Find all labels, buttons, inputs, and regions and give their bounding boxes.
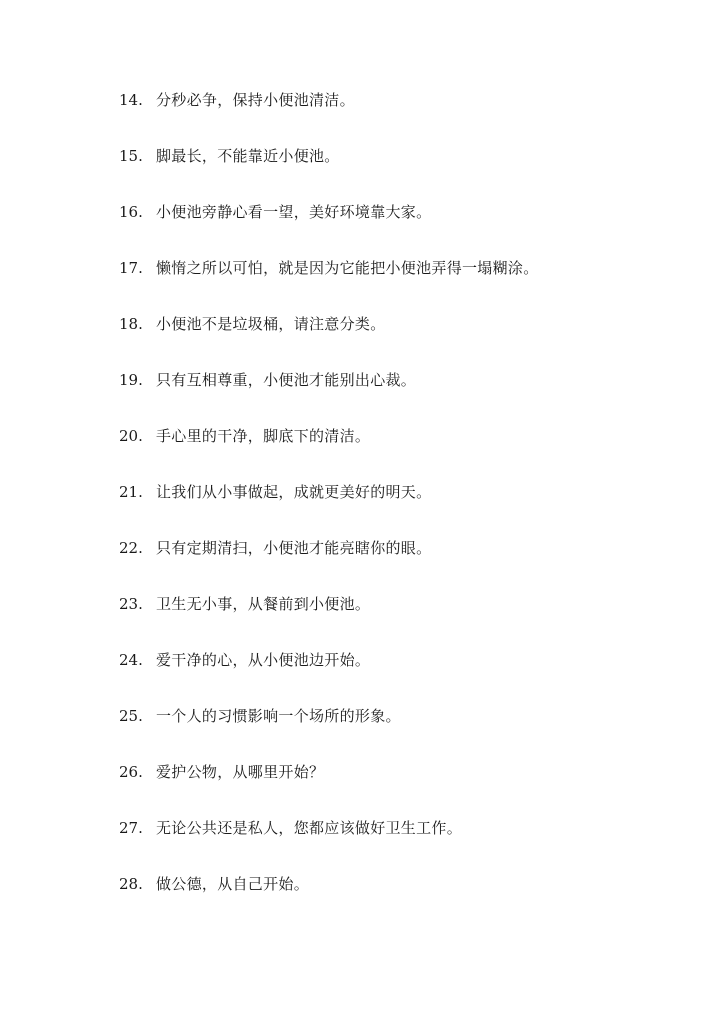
item-number: 16.	[119, 203, 143, 221]
item-text: 卫生无小事，从餐前到小便池。	[156, 595, 371, 613]
list-item	[119, 534, 679, 590]
item-text: 小便池不是垃圾桶，请注意分类。	[156, 315, 386, 333]
list-item	[119, 198, 679, 254]
item-number: 24.	[119, 651, 143, 669]
list-item	[119, 478, 679, 534]
list-item	[119, 366, 679, 422]
item-text: 一个人的习惯影响一个场所的形象。	[156, 707, 401, 725]
list-item	[119, 814, 679, 870]
item-text: 爱护公物，从哪里开始？	[156, 763, 325, 781]
item-number: 17.	[119, 259, 143, 277]
item-number: 21.	[119, 483, 143, 501]
item-number: 23.	[119, 595, 143, 613]
item-number: 15.	[119, 147, 143, 165]
item-text: 只有定期清扫，小便池才能亮瞎你的眼。	[156, 539, 432, 557]
list-item	[119, 86, 679, 142]
item-number: 14.	[119, 91, 143, 109]
list-item	[119, 870, 679, 926]
item-text: 做公德，从自己开始。	[156, 875, 310, 893]
item-number: 27.	[119, 819, 143, 837]
item-number: 28.	[119, 875, 143, 893]
list-item	[119, 646, 679, 702]
item-text: 分秒必争，保持小便池清洁。	[156, 91, 355, 109]
item-text: 让我们从小事做起，成就更美好的明天。	[156, 483, 432, 501]
item-text: 懒惰之所以可怕，就是因为它能把小便池弄得一塌糊涂。	[156, 259, 539, 277]
item-number: 20.	[119, 427, 143, 445]
item-number: 22.	[119, 539, 143, 557]
item-text: 只有互相尊重，小便池才能别出心裁。	[156, 371, 417, 389]
slogan-list	[119, 86, 679, 926]
list-item	[119, 590, 679, 646]
item-text: 脚最长，不能靠近小便池。	[156, 147, 340, 165]
item-number: 25.	[119, 707, 143, 725]
list-item	[119, 142, 679, 198]
list-item	[119, 702, 679, 758]
list-item	[119, 254, 679, 310]
list-item	[119, 422, 679, 478]
item-number: 19.	[119, 371, 143, 389]
item-text: 小便池旁静心看一望，美好环境靠大家。	[156, 203, 432, 221]
item-number: 18.	[119, 315, 143, 333]
item-text: 无论公共还是私人，您都应该做好卫生工作。	[156, 819, 463, 837]
list-item	[119, 758, 679, 814]
item-text: 手心里的干净，脚底下的清洁。	[156, 427, 371, 445]
item-text: 爱干净的心，从小便池边开始。	[156, 651, 371, 669]
item-number: 26.	[119, 763, 143, 781]
list-item	[119, 310, 679, 366]
